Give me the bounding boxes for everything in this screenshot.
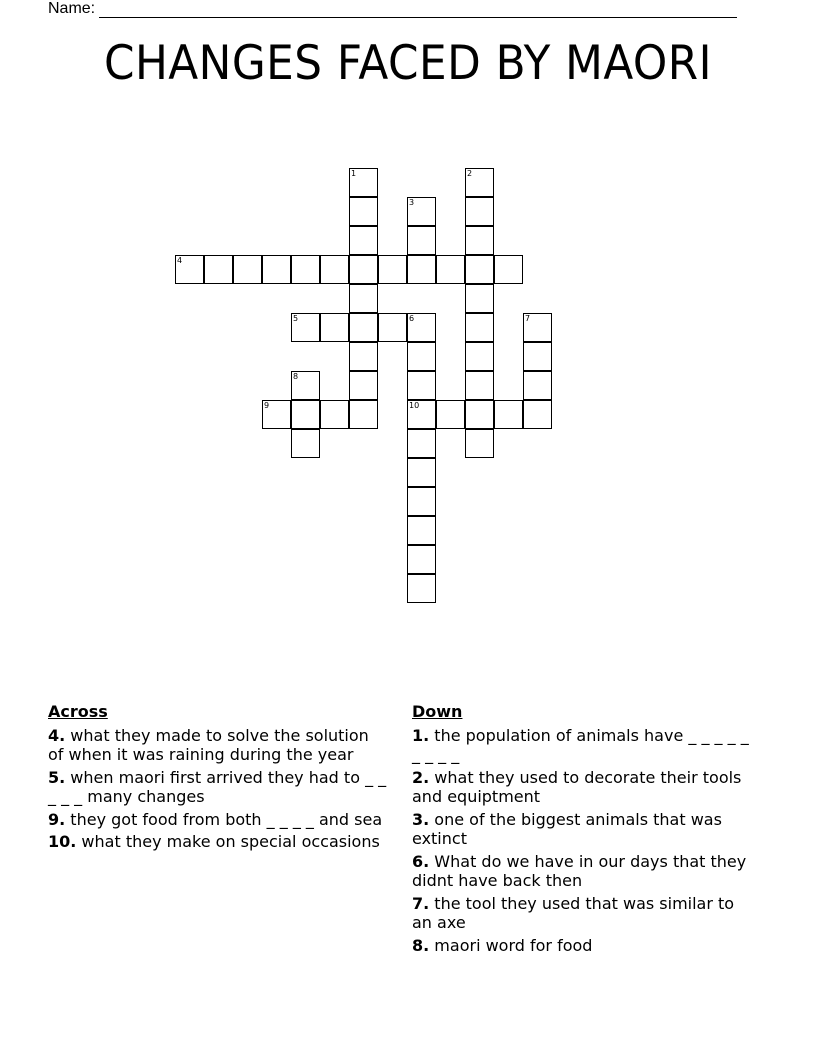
- grid-cell[interactable]: [349, 313, 378, 342]
- grid-cell[interactable]: [407, 400, 436, 429]
- across-clue: [48, 832, 388, 852]
- cell-number: 6: [409, 314, 415, 323]
- across-clue: [48, 768, 388, 807]
- clue-number: 8.: [412, 935, 430, 955]
- grid-cell[interactable]: [291, 400, 320, 429]
- grid-cell[interactable]: [349, 284, 378, 313]
- grid-cell[interactable]: [407, 458, 436, 487]
- cell-number: 4: [177, 256, 183, 265]
- grid-cell[interactable]: [523, 400, 552, 429]
- grid-cell[interactable]: [523, 371, 552, 400]
- cell-number: 8: [293, 372, 299, 381]
- grid-cell[interactable]: [465, 313, 494, 342]
- down-clue: [412, 768, 752, 807]
- clue-text: when maori first arrived they had to _ _ _ _ _ many changes: [48, 767, 387, 806]
- grid-cell[interactable]: [465, 197, 494, 226]
- page-title: CHANGES FACED BY MAORI: [103, 36, 712, 91]
- down-heading: Down: [412, 702, 463, 721]
- clue-number: 9.: [48, 809, 66, 829]
- clue-number: 1.: [412, 725, 430, 745]
- down-clue: [412, 726, 752, 765]
- grid-cell[interactable]: [233, 255, 262, 284]
- clue-number: 2.: [412, 767, 430, 787]
- cell-number: 2: [467, 169, 473, 178]
- grid-cell[interactable]: [349, 168, 378, 197]
- grid-cell[interactable]: [436, 255, 465, 284]
- grid-cell[interactable]: [175, 255, 204, 284]
- down-clue: [412, 810, 752, 849]
- grid-cell[interactable]: [407, 545, 436, 574]
- clue-number: 4.: [48, 725, 66, 745]
- down-clues: [412, 702, 752, 958]
- down-clue: [412, 894, 752, 933]
- clue-text: maori word for food: [429, 935, 593, 955]
- grid-cell[interactable]: [349, 226, 378, 255]
- clue-number: 5.: [48, 767, 66, 787]
- grid-cell[interactable]: [465, 284, 494, 313]
- grid-cell[interactable]: [291, 313, 320, 342]
- cell-number: 10: [409, 401, 420, 410]
- clue-number: 7.: [412, 893, 430, 913]
- grid-cell[interactable]: [262, 400, 291, 429]
- grid-cell[interactable]: [407, 574, 436, 603]
- grid-cell[interactable]: [465, 226, 494, 255]
- grid-cell[interactable]: [407, 429, 436, 458]
- grid-cell[interactable]: [407, 516, 436, 545]
- grid-cell[interactable]: [262, 255, 291, 284]
- grid-cell[interactable]: [407, 487, 436, 516]
- grid-cell[interactable]: [523, 342, 552, 371]
- cell-number: 5: [293, 314, 299, 323]
- grid-cell[interactable]: [291, 429, 320, 458]
- grid-cell[interactable]: [378, 255, 407, 284]
- clue-text: the tool they used that was similar to an axe: [412, 893, 735, 932]
- grid-cell[interactable]: [407, 371, 436, 400]
- cell-number: 7: [525, 314, 531, 323]
- grid-cell[interactable]: [291, 255, 320, 284]
- clue-text: What do we have in our days that they didnt have back then: [412, 851, 747, 890]
- clue-text: what they make on special occasions: [76, 832, 380, 851]
- cell-number: 3: [409, 198, 415, 207]
- grid-cell[interactable]: [465, 342, 494, 371]
- across-list: [48, 726, 388, 852]
- grid-cell[interactable]: [378, 313, 407, 342]
- clue-text: what they used to decorate their tools and equiptment: [412, 767, 742, 806]
- grid-cell[interactable]: [465, 168, 494, 197]
- cell-number: 1: [351, 169, 357, 178]
- grid-cell[interactable]: [407, 197, 436, 226]
- clue-text: the population of animals have _ _ _ _ _ _ _ _ _: [412, 725, 749, 764]
- clue-number: 3.: [412, 809, 430, 829]
- grid-cell[interactable]: [349, 197, 378, 226]
- clue-number: 6.: [412, 851, 430, 871]
- cell-number: 9: [264, 401, 270, 410]
- grid-cell[interactable]: [320, 255, 349, 284]
- grid-cell[interactable]: [523, 313, 552, 342]
- down-clue: [412, 852, 752, 891]
- grid-cell[interactable]: [349, 400, 378, 429]
- grid-cell[interactable]: [349, 255, 378, 284]
- grid-cell[interactable]: [465, 429, 494, 458]
- across-clue: [48, 726, 388, 765]
- clue-text: what they made to solve the solution of when it was raining during the year: [48, 725, 369, 764]
- across-heading: Across: [48, 702, 108, 721]
- grid-cell[interactable]: [320, 313, 349, 342]
- grid-cell[interactable]: [494, 255, 523, 284]
- grid-cell[interactable]: [349, 371, 378, 400]
- grid-cell[interactable]: [494, 400, 523, 429]
- down-clue: [412, 936, 752, 956]
- grid-cell[interactable]: [291, 371, 320, 400]
- grid-cell[interactable]: [465, 400, 494, 429]
- grid-cell[interactable]: [204, 255, 233, 284]
- grid-cell[interactable]: [407, 313, 436, 342]
- clue-text: they got food from both _ _ _ _ and sea: [65, 809, 383, 829]
- grid-cell[interactable]: [407, 342, 436, 371]
- grid-cell[interactable]: [320, 400, 349, 429]
- grid-cell[interactable]: [349, 342, 378, 371]
- name-label: Name:: [48, 0, 96, 17]
- down-list: [412, 726, 752, 956]
- grid-cell[interactable]: [465, 255, 494, 284]
- grid-cell[interactable]: [407, 226, 436, 255]
- grid-cell[interactable]: [407, 255, 436, 284]
- across-clue: [48, 810, 388, 830]
- clue-number: 10.: [48, 832, 77, 851]
- grid-cell[interactable]: [465, 371, 494, 400]
- across-clues: [48, 702, 388, 855]
- clue-text: one of the biggest animals that was extinct: [412, 809, 722, 848]
- grid-cell[interactable]: [436, 400, 465, 429]
